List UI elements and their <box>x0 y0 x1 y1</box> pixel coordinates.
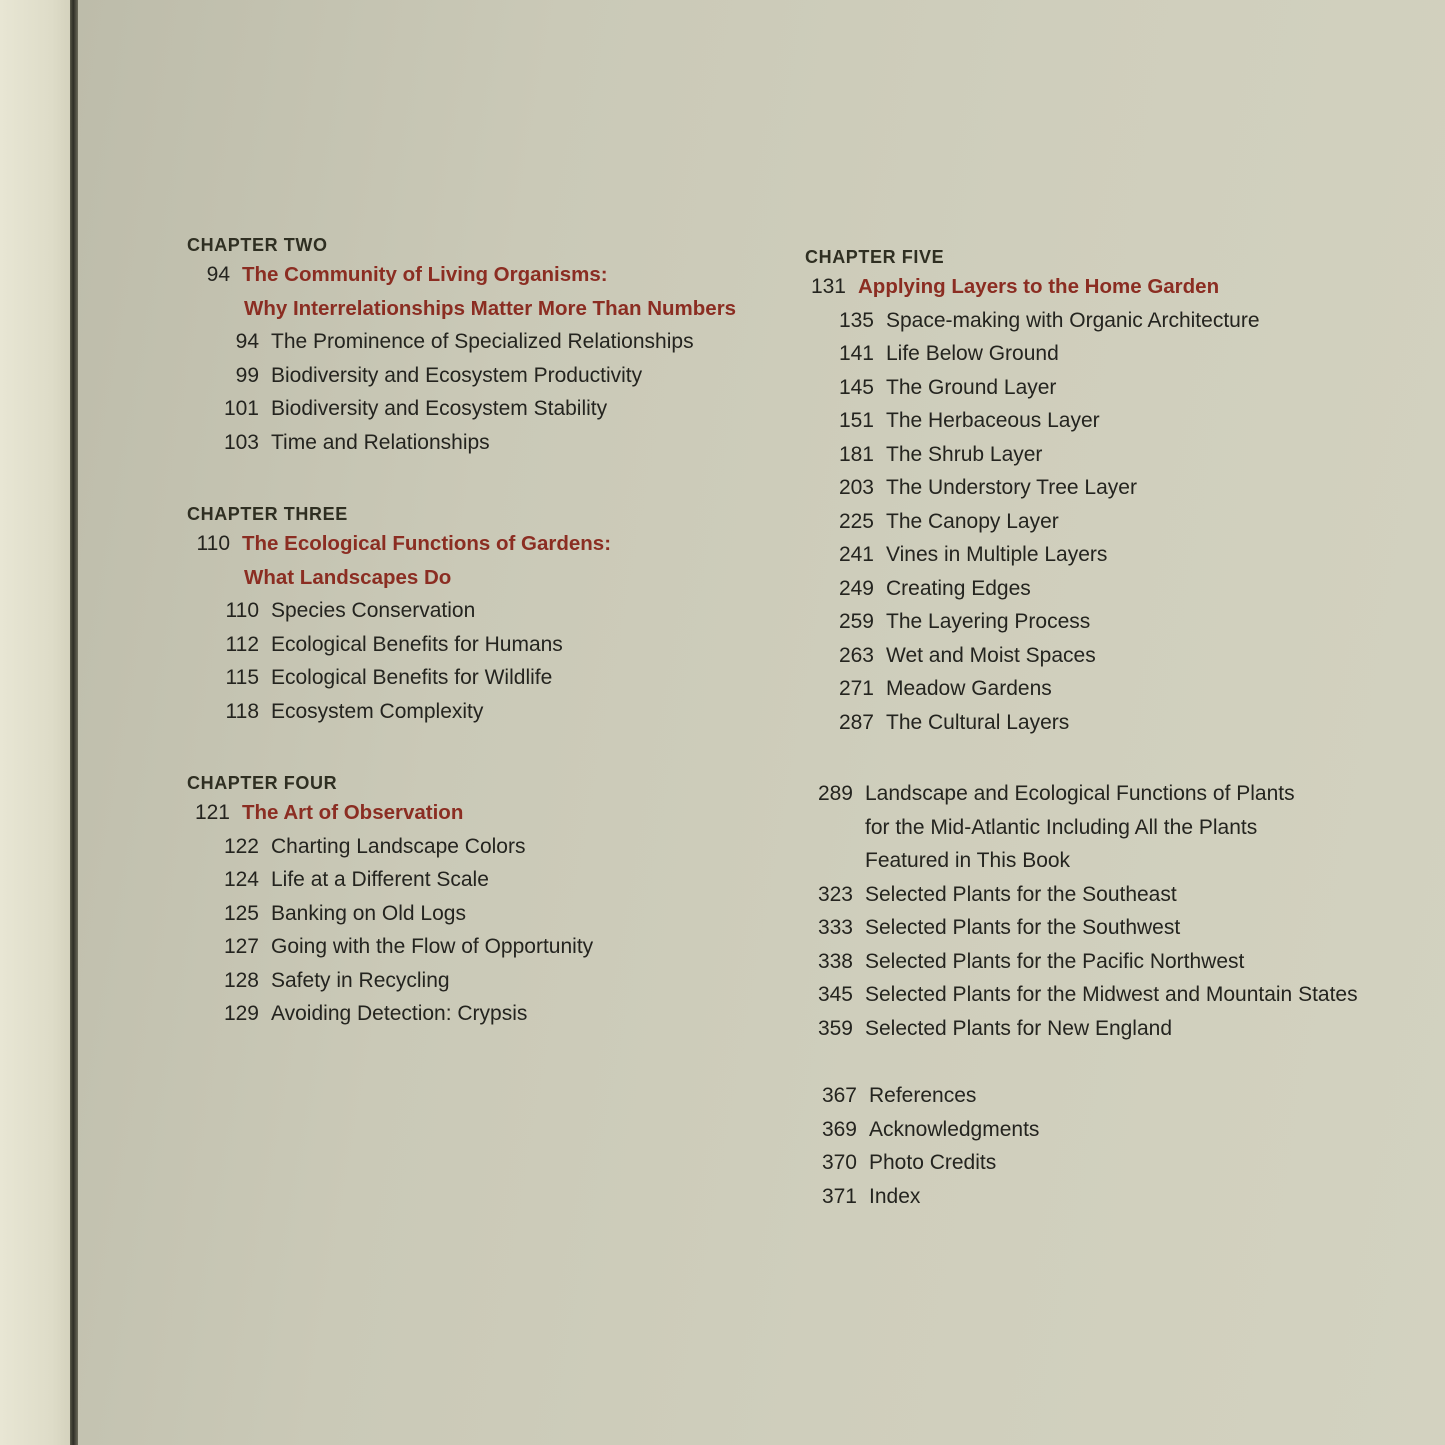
toc-entry <box>187 661 777 695</box>
entry-title: Acknowledgments <box>869 1117 1040 1141</box>
entry-title: Wet and Moist Spaces <box>886 643 1096 667</box>
page-number: 249 <box>838 576 874 600</box>
toc-entry <box>187 897 777 931</box>
chapter-title-continued <box>187 561 777 595</box>
backmatter-section <box>805 1079 1395 1213</box>
entry-title: Life Below Ground <box>886 342 1059 365</box>
page-number: 121 <box>194 801 230 824</box>
toc-entry <box>805 1146 1395 1180</box>
toc-entry <box>805 777 1395 811</box>
page-number: 333 <box>817 916 853 939</box>
page-number: 125 <box>223 901 259 925</box>
chapter-five <box>805 244 1395 739</box>
chapter-title: Applying Layers to the Home Garden <box>858 275 1220 298</box>
page-number: 241 <box>838 543 874 566</box>
toc-entry <box>187 930 777 964</box>
page-number: 370 <box>821 1151 857 1174</box>
toc-entry <box>187 594 777 628</box>
page-number: 110 <box>196 532 230 555</box>
page-number: 369 <box>821 1117 857 1141</box>
chapter-label: CHAPTER FIVE <box>805 247 945 267</box>
entry-title: Biodiversity and Ecosystem Productivity <box>271 363 643 387</box>
entry-title: Species Conservation <box>271 599 476 622</box>
page-number: 128 <box>223 968 259 992</box>
chapter-subtitle: What Landscapes Do <box>244 565 452 589</box>
chapter-title-continued <box>187 292 777 326</box>
toc-entry <box>187 628 777 662</box>
toc-entry <box>805 978 1395 1012</box>
page-number: 225 <box>838 509 874 533</box>
toc-entry <box>187 863 777 897</box>
toc-left-column <box>187 232 777 1073</box>
appendix-section <box>805 777 1395 1045</box>
toc-entry <box>187 325 777 359</box>
chapter-title: The Community of Living Organisms: <box>242 263 608 286</box>
entry-title: Featured in This Book <box>865 849 1071 872</box>
page-number: 367 <box>821 1084 857 1107</box>
entry-title: Meadow Gardens <box>886 677 1052 700</box>
facing-page-edge <box>0 0 74 1445</box>
page-number: 118 <box>225 699 259 723</box>
toc-entry <box>805 1079 1395 1113</box>
toc-entry <box>187 695 777 729</box>
entry-title: Index <box>869 1184 921 1208</box>
chapter-label: CHAPTER TWO <box>187 235 328 255</box>
chapter-four <box>187 770 777 1031</box>
page-number: 151 <box>838 409 874 432</box>
page-number: 127 <box>223 935 259 958</box>
toc-entry <box>805 371 1395 405</box>
page-number: 115 <box>225 666 259 689</box>
toc-entry <box>187 426 777 460</box>
page-number: 129 <box>223 1002 259 1025</box>
toc-entry <box>805 337 1395 371</box>
page-number: 103 <box>223 430 259 454</box>
chapter-main-entry <box>805 270 1395 304</box>
chapter-label: CHAPTER FOUR <box>187 773 338 793</box>
entry-title: Selected Plants for the Pacific Northwest <box>865 949 1245 973</box>
book-gutter <box>70 0 78 1445</box>
page-number: 203 <box>838 476 874 499</box>
toc-entry <box>805 304 1395 338</box>
toc-entry <box>805 538 1395 572</box>
entry-title: The Ground Layer <box>886 375 1057 399</box>
page-number: 135 <box>838 308 874 332</box>
chapter-label: CHAPTER THREE <box>187 504 348 524</box>
entry-title: The Herbaceous Layer <box>886 409 1100 432</box>
chapter-two <box>187 232 777 459</box>
page-number: 124 <box>223 868 259 891</box>
page-number: 263 <box>838 643 874 667</box>
page-number: 359 <box>817 1016 853 1040</box>
entry-title: Photo Credits <box>869 1151 997 1174</box>
entry-title: The Shrub Layer <box>886 442 1043 466</box>
chapter-main-entry <box>187 796 777 830</box>
entry-title-continued <box>805 811 1395 845</box>
toc-entry <box>805 572 1395 606</box>
toc-right-column <box>805 244 1395 1213</box>
toc-entry <box>187 997 777 1031</box>
entry-title: Going with the Flow of Opportunity <box>271 935 594 958</box>
entry-title: Selected Plants for the Southeast <box>865 882 1177 906</box>
toc-entry <box>805 471 1395 505</box>
entry-title: for the Mid-Atlantic Including All the Plants <box>865 815 1258 839</box>
entry-title: The Prominence of Specialized Relationships <box>271 330 694 353</box>
entry-title: Creating Edges <box>886 576 1031 600</box>
page-number: 141 <box>838 342 874 365</box>
chapter-main-entry <box>187 258 777 292</box>
entry-title: Charting Landscape Colors <box>271 834 526 858</box>
toc-entry <box>187 964 777 998</box>
toc-entry <box>805 911 1395 945</box>
page-number: 259 <box>838 610 874 633</box>
toc-entry <box>805 672 1395 706</box>
entry-title: Banking on Old Logs <box>271 901 466 925</box>
toc-entry <box>805 505 1395 539</box>
chapter-main-entry <box>187 527 777 561</box>
toc-entry <box>805 404 1395 438</box>
page-number: 94 <box>206 263 230 286</box>
entry-title: Biodiversity and Ecosystem Stability <box>271 397 608 420</box>
page-number: 122 <box>223 834 259 858</box>
entry-title: Time and Relationships <box>271 430 490 454</box>
toc-entry <box>805 1180 1395 1214</box>
entry-title: References <box>869 1084 977 1107</box>
page-number: 323 <box>817 882 853 906</box>
entry-title: Ecological Benefits for Humans <box>271 632 563 656</box>
toc-entry <box>805 1113 1395 1147</box>
page-number: 131 <box>810 275 846 298</box>
page-number: 145 <box>838 375 874 399</box>
toc-entry <box>805 706 1395 740</box>
page-number: 94 <box>235 330 259 353</box>
entry-title: Space-making with Organic Architecture <box>886 308 1260 332</box>
page-number: 371 <box>821 1184 857 1208</box>
page-number: 345 <box>817 983 853 1006</box>
page-number: 112 <box>225 632 259 656</box>
entry-title: Life at a Different Scale <box>271 868 489 891</box>
entry-title: Avoiding Detection: Crypsis <box>271 1002 528 1025</box>
entry-title: Selected Plants for the Southwest <box>865 916 1181 939</box>
page-number: 338 <box>817 949 853 973</box>
page-number: 289 <box>817 782 853 805</box>
entry-title: Vines in Multiple Layers <box>886 543 1108 566</box>
page-number: 110 <box>225 599 259 622</box>
entry-title: The Canopy Layer <box>886 509 1059 533</box>
chapter-three <box>187 501 777 728</box>
toc-entry <box>187 359 777 393</box>
entry-title: The Understory Tree Layer <box>886 476 1137 499</box>
toc-entry <box>187 830 777 864</box>
page-number: 287 <box>838 710 874 734</box>
toc-entry <box>187 392 777 426</box>
entry-title: Selected Plants for the Midwest and Mountain States <box>865 983 1358 1006</box>
entry-title: The Cultural Layers <box>886 710 1070 734</box>
toc-entry <box>805 438 1395 472</box>
entry-title: Ecosystem Complexity <box>271 699 484 723</box>
entry-title: The Layering Process <box>886 610 1091 633</box>
toc-entry <box>805 639 1395 673</box>
chapter-subtitle: Why Interrelationships Matter More Than Numbers <box>244 296 737 320</box>
chapter-title: The Ecological Functions of Gardens: <box>242 532 612 555</box>
entry-title-continued <box>805 844 1395 878</box>
page-number: 181 <box>838 442 874 466</box>
entry-title: Ecological Benefits for Wildlife <box>271 666 553 689</box>
page-number: 271 <box>838 677 874 700</box>
entry-title: Selected Plants for New England <box>865 1016 1173 1040</box>
entry-title: Safety in Recycling <box>271 968 450 992</box>
page-number: 99 <box>235 363 259 387</box>
toc-entry <box>805 1012 1395 1046</box>
entry-title: Landscape and Ecological Functions of Plants <box>865 782 1295 805</box>
chapter-title: The Art of Observation <box>242 801 464 824</box>
toc-entry <box>805 878 1395 912</box>
page-number: 101 <box>223 397 259 420</box>
toc-entry <box>805 605 1395 639</box>
toc-entry <box>805 945 1395 979</box>
